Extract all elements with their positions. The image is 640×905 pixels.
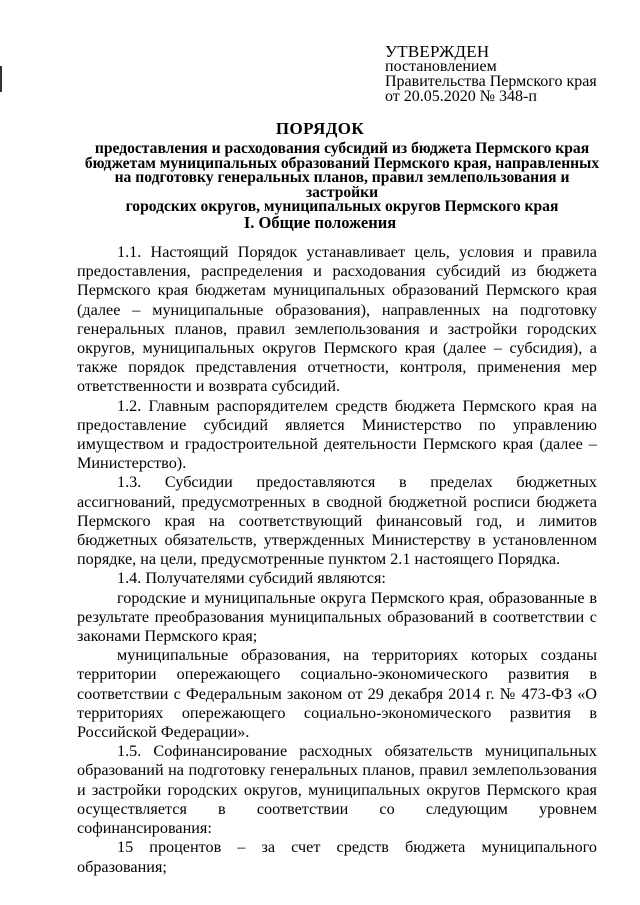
paragraph-1-5: 1.5. Софинансирование расходных обязательств муниципальных образований на подготовку генеральных планов, правил землепользования и застройки городских округов, муниципальных округов Пермского края осуществляется в соответствии со следующим уровнем софинансирования: [77,742,597,838]
approval-line-1: УТВЕРЖДЕН [385,42,490,61]
paragraph-1-1: 1.1. Настоящий Порядок устанавливает цель, условия и правила предоставления, распределения и расходования субсидий из бюджета Пермского края бюджетам муниципальных образований Пермского края (далее – муниципальные образования), направленных на подготовку генеральных планов, правил землепользования и застройки городских округов, муниципальных округов Пермского края (далее – субсидия), а также порядок представления отчетности, контроля, применения мер ответственности и возврата субсидий. [77,243,597,396]
approval-line-4: от 20.05.2020 № 348-п [385,88,537,105]
approval-line-2: постановлением [385,58,497,75]
scan-edge-mark [0,66,2,92]
subtitle-line-1: предоставления и расходования субсидий из бюджета Пермского края [94,140,590,157]
document-subtitle [82,142,602,215]
paragraph-1-3: 1.3. Субсидии предоставляются в пределах бюджетных ассигнований, предусмотренных в сводной бюджетной росписи бюджета Пермского края на соответствующий финансовый год, и лимитов бюджетных обязательств, утвержденных Министерству в установленном порядке, на цели, предусмотренные пунктом 2.1 настоящего Порядка. [77,473,597,569]
document-body [77,243,597,877]
paragraph-cofinancing-level: 15 процентов – за счет средств бюджета муниципального образования; [77,838,597,876]
subtitle-line-2: бюджетам муниципальных образований Пермского края, направленных [84,154,600,172]
approval-stamp [385,44,597,104]
subtitle-line-4: городских округов, муниципальных округов Пермского края [125,198,559,215]
paragraph-recipients-tor: муниципальные образования, на территориях которых созданы территории опережающего социально-экономического развития в соответствии с Федеральным законом от 29 декабря 2014 г. № 473-ФЗ «О территориях опережающего социально-экономического развития в Российской Федерации». [77,646,597,742]
subtitle-line-3: на подготовку генеральных планов, правил землепользования и застройки [114,169,570,201]
paragraph-1-2: 1.2. Главным распорядителем средств бюджета Пермского края на предоставление субсидий является Министерство по управлению имуществом и градостроительной деятельности Пермского края (далее – Министерство). [77,396,597,473]
approval-line-3: Правительства Пермского края [385,73,597,90]
paragraph-1-4: 1.4. Получателями субсидий являются: [117,569,386,588]
section-heading: I. Общие положения [243,213,397,232]
paragraph-recipients-districts: городские и муниципальные округа Пермского края, образованные в результате преобразования муниципальных образований в соответствии с законами Пермского края; [77,588,597,646]
document-title: ПОРЯДОК [275,119,365,138]
